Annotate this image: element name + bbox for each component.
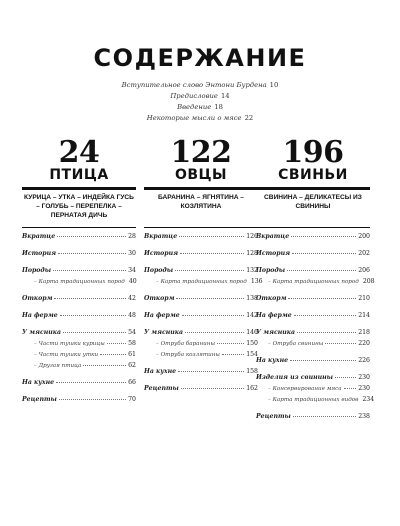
toc-entry-label: Откорм: [256, 295, 287, 302]
toc-entry-page: 34: [128, 267, 136, 274]
toc-entry-page: 70: [128, 396, 136, 403]
toc-entry[interactable]: [144, 327, 258, 338]
toc-entry-label: На кухне: [22, 379, 55, 386]
toc-entry-label: Породы: [144, 267, 174, 274]
dot-leader: [294, 315, 357, 316]
toc-entry-label: Откорм: [22, 295, 53, 302]
toc-subentry[interactable]: [144, 276, 263, 287]
toc-entry[interactable]: [22, 377, 136, 388]
toc-entry-page: 200: [358, 233, 370, 240]
toc-subentry[interactable]: [22, 338, 136, 349]
intro-item[interactable]: [0, 91, 400, 102]
toc-entry-page: 210: [358, 295, 370, 302]
dot-leader: [297, 332, 356, 333]
toc-entry-label: Вкратце: [256, 233, 290, 240]
intro-item-label: Введение: [177, 103, 212, 111]
toc-entry-label: – Карта традиционных пород: [34, 279, 125, 285]
intro-item-page: 22: [244, 114, 254, 122]
toc-entry-label: – Карта традиционных пород: [156, 279, 247, 285]
toc-entry-page: 158: [246, 368, 258, 375]
dot-leader: [56, 382, 126, 383]
toc-entry-label: – Части тушки утки: [34, 352, 99, 358]
toc-entry-label: История: [144, 250, 179, 257]
toc-entry-page: 162: [246, 385, 258, 392]
toc-entry-page: 58: [128, 340, 136, 347]
toc-entry-page: 208: [362, 278, 375, 285]
toc-entry-label: Породы: [22, 267, 52, 274]
intro-item-page: 14: [220, 92, 230, 100]
toc-subentry[interactable]: [256, 383, 370, 394]
section-page-number: 24: [58, 135, 100, 170]
toc-entry-page: 220: [358, 340, 370, 347]
dot-leader: [179, 236, 244, 237]
toc-entry-label: На ферме: [22, 312, 58, 319]
section-title: ОВЦЫ: [174, 167, 228, 183]
toc-entry-page: 226: [358, 357, 370, 364]
dot-leader: [288, 298, 356, 299]
toc-entry[interactable]: [256, 310, 370, 321]
toc-entry-label: Вкратце: [144, 233, 178, 240]
toc-entry-label: На кухне: [144, 368, 177, 375]
dot-leader: [175, 270, 244, 271]
dot-leader: [176, 298, 244, 299]
toc-entry[interactable]: [22, 310, 136, 321]
dot-leader: [293, 416, 356, 417]
section-subtitle: СВИНИНА – ДЕЛИКАТЕСЫ ИЗ СВИНИНЫ: [264, 194, 362, 210]
toc-entry-label: Рецепты: [256, 413, 291, 420]
intro-item-page: 10: [269, 81, 279, 89]
toc-entry-page: 206: [358, 267, 370, 274]
toc-entry-page: 61: [128, 351, 136, 358]
toc-entry-page: 132: [246, 267, 258, 274]
toc-entry-label: – Отруба козлятины: [156, 352, 220, 358]
dot-leader: [107, 343, 126, 344]
toc-entry-page: 146: [246, 329, 258, 336]
section-subtitle: КУРИЦА – УТКА – ИНДЕЙКА ГУСЬ – ГОЛУБЬ – ПЕРЕПЕЛКА – ПЕРНАТАЯ ДИЧЬ: [24, 194, 134, 219]
section-divider-thin: [22, 227, 136, 228]
toc-entry-label: История: [22, 250, 57, 257]
intro-item[interactable]: [0, 113, 400, 124]
section-entries: [22, 231, 136, 405]
dot-leader: [182, 315, 245, 316]
toc-entry-label: – Консервирование мяса: [268, 386, 342, 392]
toc-entry[interactable]: [256, 372, 370, 383]
toc-entry-page: 128: [246, 250, 258, 257]
section-divider: [256, 187, 370, 190]
toc-entry[interactable]: [22, 327, 136, 338]
intro-item-label: Предисловие: [170, 92, 218, 100]
toc-entry-label: У мясника: [256, 329, 295, 336]
dot-leader: [100, 354, 126, 355]
dot-leader: [185, 332, 244, 333]
toc-entry-label: – Отруба свинины: [268, 341, 324, 347]
section-divider-thin: [256, 227, 370, 228]
section-poultry: [22, 135, 137, 403]
dot-leader: [290, 360, 356, 361]
toc-entry-page: 62: [128, 362, 136, 369]
toc-subentry[interactable]: [144, 349, 258, 360]
dot-leader: [83, 365, 126, 366]
toc-entry-page: 48: [128, 312, 136, 319]
toc-subentry[interactable]: [256, 276, 375, 287]
section-entries: [144, 231, 263, 394]
toc-entry[interactable]: [256, 231, 370, 242]
toc-entry-page: 126: [246, 233, 258, 240]
toc-entry-label: Породы: [256, 267, 286, 274]
toc-entry-page: 54: [128, 329, 136, 336]
section-divider-thin: [144, 227, 258, 228]
toc-entry-label: История: [256, 250, 291, 257]
toc-entry[interactable]: [22, 248, 136, 259]
intro-item[interactable]: [0, 80, 400, 91]
toc-entry-page: 150: [246, 340, 258, 347]
toc-entry[interactable]: [256, 411, 370, 422]
toc-entry-label: Вкратце: [22, 233, 56, 240]
toc-entry-page: 66: [128, 379, 136, 386]
toc-subentry[interactable]: [22, 349, 136, 360]
toc-subentry[interactable]: [22, 276, 136, 287]
toc-entry-label: Откорм: [144, 295, 175, 302]
page-title: СОДЕРЖАНИЕ: [93, 44, 307, 72]
section-page-number: 196: [282, 135, 344, 170]
toc-entry-page: 142: [246, 312, 258, 319]
dot-leader: [54, 298, 126, 299]
dot-leader: [59, 399, 126, 400]
dot-leader: [180, 253, 244, 254]
toc-entry[interactable]: [256, 293, 370, 304]
intro-item-label: Некоторые мысли о мясе: [146, 114, 242, 122]
toc-entry-label: На ферме: [144, 312, 180, 319]
dot-leader: [325, 343, 356, 344]
section-sheep: [144, 135, 263, 392]
dot-leader: [53, 270, 126, 271]
toc-entry[interactable]: [256, 265, 370, 276]
toc-entry[interactable]: [144, 231, 258, 242]
dot-leader: [60, 315, 126, 316]
toc-entry-label: Рецепты: [22, 396, 57, 403]
toc-entry[interactable]: [256, 355, 370, 366]
toc-entry-page: 42: [128, 295, 136, 302]
toc-entry-label: У мясника: [144, 329, 183, 336]
intro-list: [0, 80, 400, 124]
toc-entry[interactable]: [144, 293, 258, 304]
toc-entry[interactable]: [22, 293, 136, 304]
toc-subentry[interactable]: [22, 360, 136, 371]
toc-entry-label: На кухне: [256, 357, 289, 364]
toc-entry-label: Рецепты: [144, 385, 179, 392]
dot-leader: [217, 343, 244, 344]
toc-entry-page: 30: [128, 250, 136, 257]
section-divider: [144, 187, 258, 190]
toc-entry[interactable]: [144, 366, 258, 377]
toc-entry[interactable]: [22, 394, 136, 405]
toc-entry[interactable]: [144, 265, 258, 276]
toc-entry-label: У мясника: [22, 329, 61, 336]
section-title: ПТИЦА: [49, 167, 109, 183]
dot-leader: [344, 388, 357, 389]
dot-leader: [287, 270, 356, 271]
toc-entry-label: – Части тушки курицы: [34, 341, 105, 347]
toc-entry-page: 214: [358, 312, 370, 319]
toc-subentry[interactable]: [144, 338, 258, 349]
toc-entry[interactable]: [256, 248, 370, 259]
toc-entry-page: 138: [246, 295, 258, 302]
toc-entry-page: 230: [358, 385, 370, 392]
section-title: СВИНЬИ: [278, 167, 348, 183]
toc-entry-page: 154: [246, 351, 258, 358]
toc-entry-page: 202: [358, 250, 370, 257]
toc-entry[interactable]: [22, 265, 136, 276]
dot-leader: [292, 253, 356, 254]
section-subtitle: БАРАНИНА – ЯГНЯТИНА – КОЗЛЯТИНА: [158, 194, 244, 210]
toc-entry-page: 238: [358, 413, 370, 420]
toc-entry-page: 230: [358, 374, 370, 381]
intro-item-page: 18: [214, 103, 223, 111]
intro-item[interactable]: [0, 102, 400, 113]
toc-entry-page: 28: [128, 233, 136, 240]
toc-entry[interactable]: [144, 383, 258, 394]
section-divider: [22, 187, 136, 190]
toc-entry-label: – Карта традиционных видов: [268, 397, 359, 403]
dot-leader: [181, 388, 244, 389]
toc-entry-label: – Другая птица: [34, 363, 82, 369]
section-page-number: 122: [170, 135, 232, 170]
toc-entry-label: – Карта традиционных пород: [268, 279, 359, 285]
toc-entry[interactable]: [22, 231, 136, 242]
toc-entry-label: На ферме: [256, 312, 292, 319]
dot-leader: [178, 371, 244, 372]
dot-leader: [57, 236, 126, 237]
toc-entry-label: – Отруба баранины: [156, 341, 216, 347]
toc-entry-label: Изделия из свинины: [256, 374, 333, 381]
dot-leader: [58, 253, 126, 254]
toc-subentry[interactable]: [256, 394, 375, 405]
dot-leader: [63, 332, 126, 333]
toc-entry-page: 40: [128, 278, 137, 285]
dot-leader: [335, 377, 356, 378]
dot-leader: [222, 354, 244, 355]
toc-entry[interactable]: [144, 248, 258, 259]
dot-leader: [291, 236, 356, 237]
toc-entry-page: 234: [362, 396, 375, 403]
toc-entry-page: 218: [358, 329, 370, 336]
toc-subentry[interactable]: [256, 338, 370, 349]
toc-entry[interactable]: [256, 327, 370, 338]
toc-entry-page: 136: [250, 278, 263, 285]
intro-item-label: Вступительное слово Энтони Бурдена: [121, 81, 267, 89]
toc-entry[interactable]: [144, 310, 258, 321]
section-entries: [256, 231, 375, 422]
